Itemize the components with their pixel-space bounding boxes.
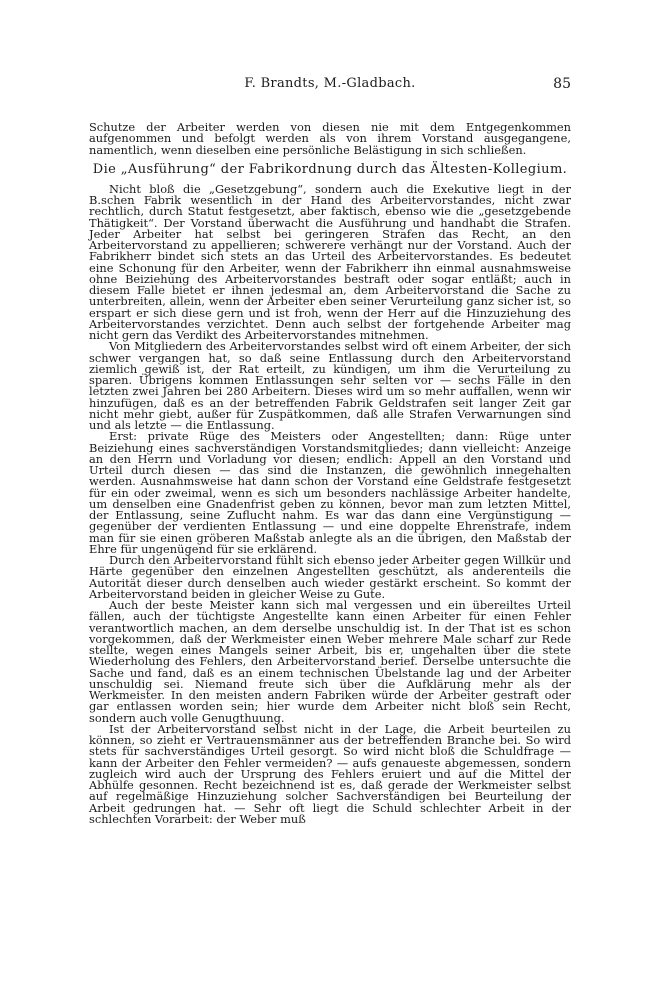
paragraph-6: Ist der Arbeitervorstand selbst nicht in der Lage, die Arbeit beurteilen zu können, so zieht er Vertrauensmänner aus der betreffenden Branche bei. So wird stets für sachverständiges Urteil gesorgt. So wird nicht bloß die Schuldfrage — kann der Arbeiter den Fehler vermeiden? — aufs genaueste abgemessen, sondern zugleich wird auch der Ursprung des Fehlers eruiert und auf die Mittel der Abhülfe gesonnen. Recht bezeichnend ist es, daß gerade der Werkmeister selbst auf regelmäßige Hinzuziehung solcher Sachverständigen bei Beurteilung der Arbeit gedrungen hat. — Sehr oft liegt die Schuld schlechter Arbeit in der schlechten Vorarbeit: der Weber muß [89, 721, 571, 826]
intro-paragraph: Schutze der Arbeiter werden von diesen nie mit dem Entgegenkommen aufgenommen und befolgt werden als von ihrem Vorstand ausgegangene, namentlich, wenn dieselben eine persönliche Belästigung in sich schließen. [89, 120, 571, 157]
paragraph-2: Von Mitgliedern des Arbeitervorstandes selbst wird oft einem Arbeiter, der sich schwer vergangen hat, so daß seine Entlassung durch den Arbeitervorstand ziemlich gewiß ist, der Rat erteilt, zu kündigen, um ihm die Verurteilung zu sparen. Übrigens kommen Entlassungen sehr selten vor — sechs Fälle in den letzten zwei Jahren bei 280 Arbeitern. Dieses wird um so mehr auffallen, wenn wir hinzufügen, daß es an der betreffenden Fabrik Geldstrafen seit langer Zeit gar nicht mehr giebt, außer für Zuspätkommen, daß alle Strafen Verwarnungen sind und als letzte — die Entlassung. [89, 339, 571, 432]
paragraph-5: Auch der beste Meister kann sich mal vergessen und ein übereiltes Urteil fällen, auch der tüchtigste Angestellte kann einen Arbeiter für einen Fehler verantwortlich machen, an dem derselbe unschuldig ist. In der That ist es schon vorgekommen, daß der Werkmeister einen Weber mehrere Male scharf zur Rede stellte, wegen eines Mangels seiner Arbeit, bis er, ungehalten über die stete Wiederholung des Fehlers, den Arbeitervorstand berief. Derselbe untersuchte die Sache und fand, daß es an einem technischen Übelstande lag und der Arbeiter unschuldig sei. Niemand freute sich über die Aufklärung mehr als der Werkmeister. In den meisten andern Fabriken würde der Arbeiter gestraft oder gar entlassen worden sein; hier wurde dem Arbeiter nicht bloß sein Recht, sondern auch volle Genugthuung. [89, 598, 571, 725]
page-header [89, 76, 571, 96]
section-heading: Die „Ausführung“ der Fabrikordnung durch das Ältesten-Kollegium. [92, 161, 568, 177]
body-text [89, 122, 571, 825]
page-number: 85 [553, 76, 571, 92]
running-title: F. Brandts, M.-Gladbach. [244, 76, 416, 91]
paragraph-1: Nicht bloß die „Gesetzgebung“, sondern auch die Exekutive liegt in der B.schen Fabrik wesentlich in der Hand des Arbeitervorstandes, nicht zwar rechtlich, durch Statut festgesetzt, aber faktisch, ebenso wie die „gesetzgebende Thätigkeit“. Der Vorstand überwacht die Ausführung und handhabt die Strafen. Jeder Arbeiter hat selbst bei geringeren Strafen das Recht, an den Arbeitervorstand zu appellieren; schwerere verhängt nur der Vorstand. Auch der Fabrikherr bindet sich stets an das Urteil des Arbeitervorstandes. Es bedeutet eine Schonung für den Arbeiter, wenn der Fabrikherr ihn einmal ausnahmsweise ohne Beiziehung des Arbeitervorstandes bestraft oder sogar entläßt; auch in diesem Falle bietet er ihnen jedesmal an, dem Arbeitervorstand die Sache zu unterbreiten, allein, wenn der Arbeiter eben seiner Verurteilung ganz sicher ist, so erspart er sich diese gern und ist froh, wenn der Herr auf die Hinzuziehung des Arbeitervorstandes verzichtet. Denn auch selbst der fortgehende Arbeiter mag nicht gern das Verdikt des Arbeitervorstandes mitnehmen. [89, 181, 571, 342]
paragraph-3: Erst: private Rüge des Meisters oder Angestellten; dann: Rüge unter Beiziehung eines sachverständigen Vorstandsmitgliedes; dann vielleicht: Anzeige an den Herrn und Vorladung vor diesen; endlich: Appell an den Vorstand und Urteil durch diesen — das sind die Instanzen, die gewöhnlich innegehalten werden. Ausnahmsweise hat dann schon der Vorstand eine Geldstrafe festgesetzt für ein oder zweimal, wenn es sich um besonders nachlässige Arbeiter handelte, um denselben eine Gnadenfrist geben zu können, bevor man zum letzten Mittel, der Entlassung, seine Zuflucht nahm. Es war das dann eine Vergünstigung — gegenüber der verdienten Entlassung — und eine doppelte Ehrenstrafe, indem man für sie einen gröberen Maßstab anlegte als an die übrigen, den Maßstab der Ehre für ungenügend für sie erklärend. [89, 429, 571, 556]
paragraph-4: Durch den Arbeitervorstand fühlt sich ebenso jeder Arbeiter gegen Willkür und Härte gegenüber den einzelnen Angestellten geschützt, als anderenteils die Autorität dieser durch denselben auch wieder gestärkt erscheint. So kommt der Arbeitervorstand beiden in gleicher Weise zu Gute. [89, 553, 571, 601]
